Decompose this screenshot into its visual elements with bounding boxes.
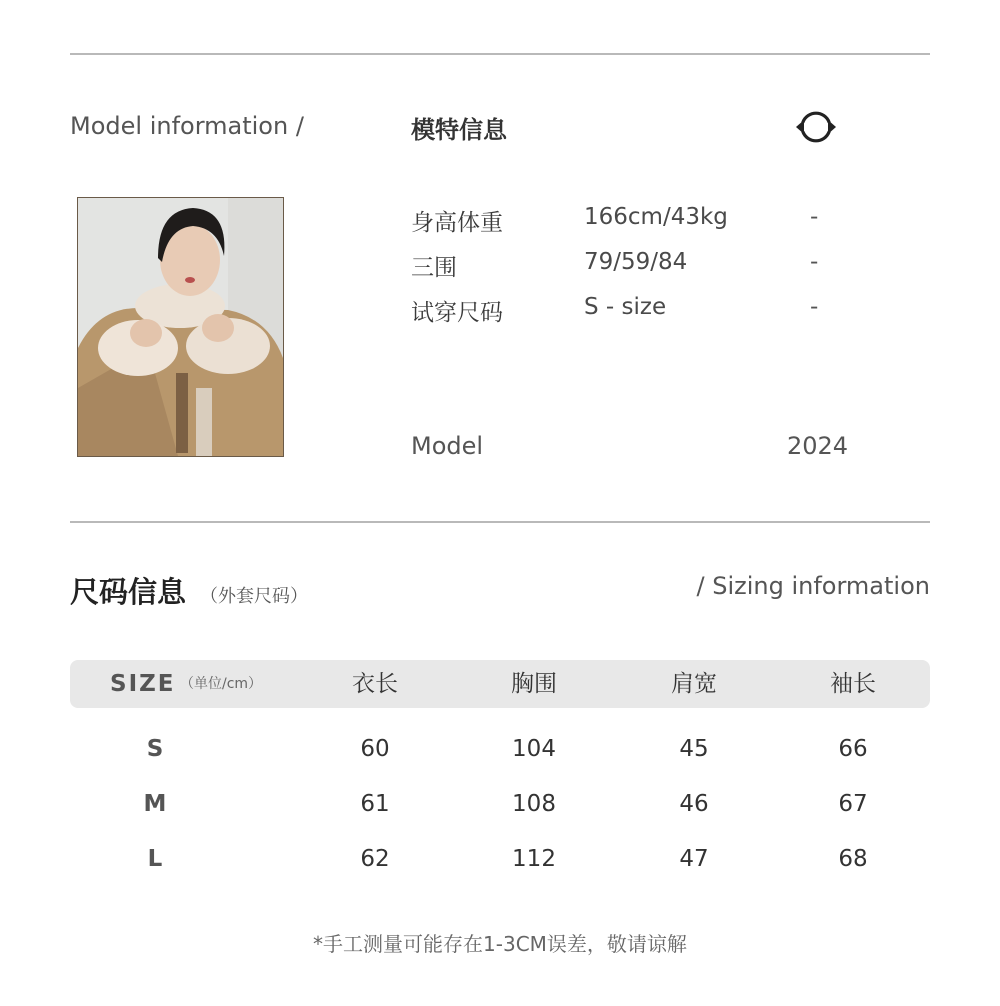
table-cell: 67 xyxy=(838,791,868,817)
spec-value-fitting-size: S - size xyxy=(584,294,667,320)
spec-label-measurements: 三围 xyxy=(411,255,457,281)
header-col-shoulder: 肩宽 xyxy=(671,671,717,697)
spec-label-height-weight: 身高体重 xyxy=(411,210,503,236)
spec-value-height-weight: 166cm/43kg xyxy=(584,204,728,230)
model-footer-label: Model xyxy=(411,432,484,460)
top-divider xyxy=(70,53,930,55)
sizing-title-sub: （外套尺码） xyxy=(200,586,308,607)
sizing-title-zh: 尺码信息 xyxy=(70,575,187,609)
spec-label-fitting-size: 试穿尺码 xyxy=(411,300,503,326)
table-cell: 108 xyxy=(512,791,556,817)
spec-dash: - xyxy=(810,294,819,320)
header-col-chest: 胸围 xyxy=(511,671,557,697)
table-row-size: S xyxy=(146,736,164,762)
model-info-title-en: Model information / xyxy=(70,112,304,140)
table-cell: 60 xyxy=(360,736,390,762)
header-unit-label: （单位/cm） xyxy=(180,676,263,692)
table-cell: 46 xyxy=(679,791,709,817)
spec-dash: - xyxy=(810,204,819,230)
table-cell: 104 xyxy=(512,736,556,762)
header-col-sleeve: 袖长 xyxy=(830,671,876,697)
sizing-title-en: / Sizing information xyxy=(696,572,930,600)
table-cell: 66 xyxy=(838,736,868,762)
table-cell: 62 xyxy=(360,846,390,872)
table-row-size: L xyxy=(147,846,163,872)
table-cell: 61 xyxy=(360,791,390,817)
table-cell: 112 xyxy=(512,846,556,872)
header-col-length: 衣长 xyxy=(352,671,398,697)
table-cell: 47 xyxy=(679,846,709,872)
circular-arrows-icon xyxy=(794,105,838,149)
table-cell: 68 xyxy=(838,846,868,872)
spec-dash: - xyxy=(810,249,819,275)
model-info-title-zh: 模特信息 xyxy=(411,116,507,144)
header-size-label: SIZE xyxy=(110,671,176,697)
spec-value-measurements: 79/59/84 xyxy=(584,249,688,275)
middle-divider xyxy=(70,521,930,523)
table-row-size: M xyxy=(143,791,167,817)
size-table-header xyxy=(70,660,930,708)
table-cell: 45 xyxy=(679,736,709,762)
measurement-footnote: *手工测量可能存在1-3CM误差，敬请谅解 xyxy=(313,932,687,956)
model-photo xyxy=(77,197,284,457)
model-footer-year: 2024 xyxy=(787,432,849,460)
